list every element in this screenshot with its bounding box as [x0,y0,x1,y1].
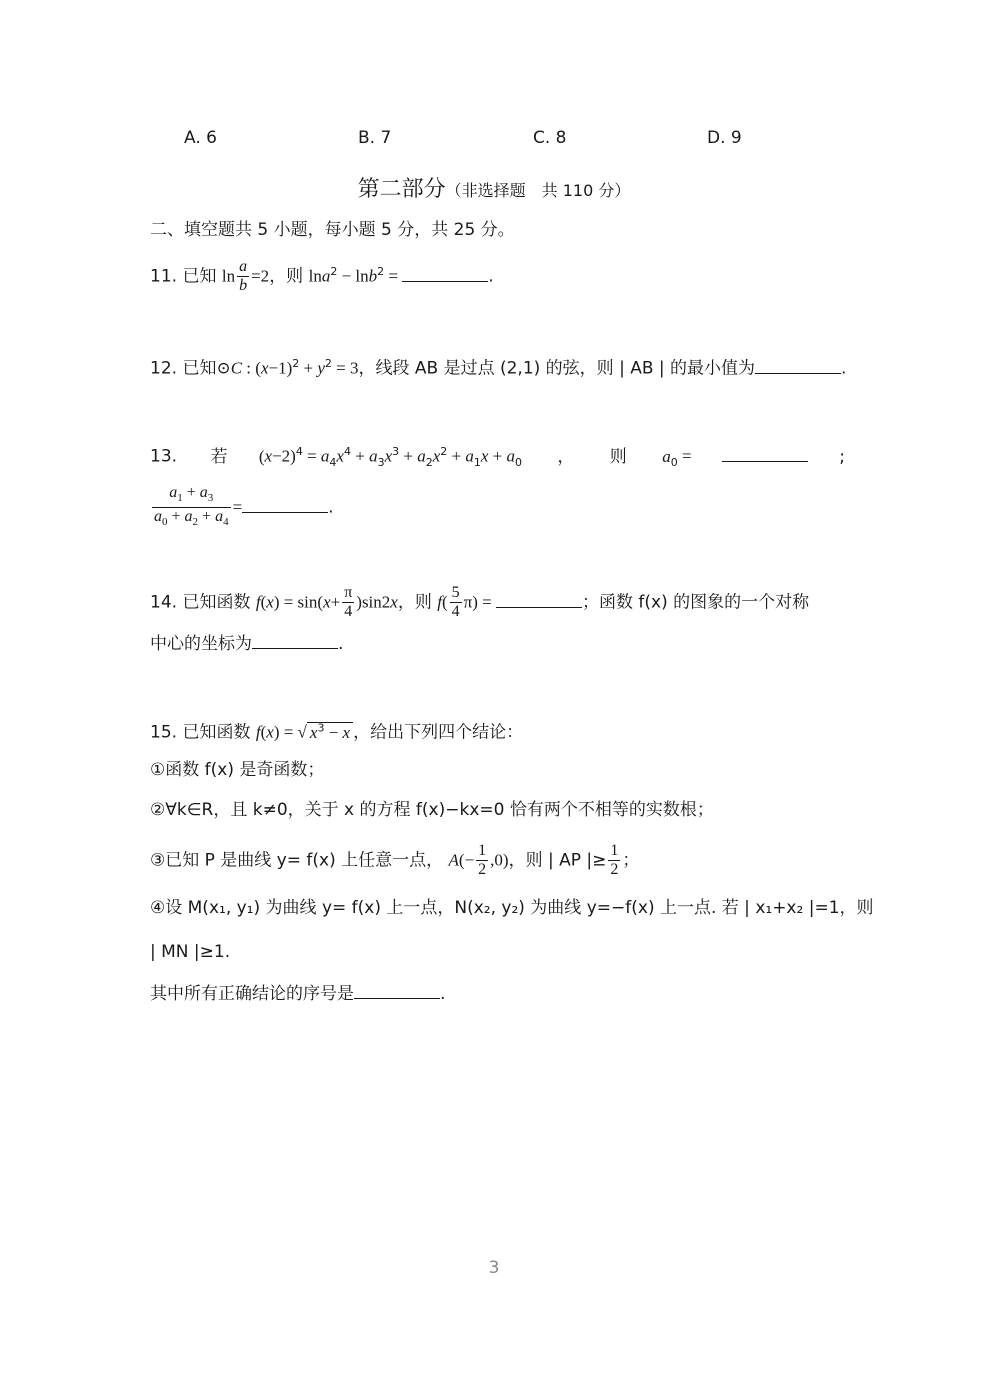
q13-number: 13. [150,446,178,467]
q15-conclusion-4-line2: | MN |≥1. [150,942,231,962]
q15-number: 15. [150,722,178,743]
q12-number: 12. [150,358,178,379]
q14-pre: 已知函数 [182,592,251,613]
q15-conclusion-1: ①函数 f(x) 是奇函数； [150,760,325,780]
page-number: 3 [488,1258,500,1278]
choice-d: D. 9 [707,128,742,148]
q15-blank [354,982,440,999]
question-11: 11. 已知 ln $\frac{a}{b}$ =2，则 lna$^2$ − lnb$^2$ = . [150,258,494,294]
q15-ending: 其中所有正确结论的序号是 . [150,984,446,1004]
q11-number: 11. [150,266,178,287]
q12-text: ，线段 AB 是过点 (2,1) 的弦，则 | AB | 的最小值为 [358,358,756,379]
q14-line2: 中心的坐标为 [150,634,252,654]
q11-mid: ，则 [269,266,304,287]
q13-then: 则 [609,446,627,467]
question-13: 13. 若 $(x-2)^4 = a_4x^4 + a_3x^3 + a_2x^2 + a_1x + a_0$ ， 则 $a_0$ = ; [150,445,845,470]
q15-conclusion-2: ②∀k∈R，且 k≠0，关于 x 的方程 f(x)−kx=0 恰有两个不相等的实数根； [150,800,714,820]
section-heading [0,172,988,203]
q15-c3a: ③已知 P 是曲线 y= f(x) 上任意一点， [150,850,444,871]
q14-blank-1 [496,591,582,608]
q12-pre: 已知 [182,358,217,379]
question-13-line2: $\frac{a_1 + a_3}{a_0 + a_2 + a_4}$ = . [150,484,334,531]
question-15: 15. 已知函数 f(x) = √ $x^3 - x$ ，给出下列四个结论： [150,721,524,743]
q15-pre: 已知函数 [182,722,251,743]
choice-b: B. 7 [358,128,392,148]
q12-blank [755,357,841,374]
question-14: 14. 已知函数 f(x) = sin(x+ $\frac{\pi}{4}$ )sin2x，则 f( $\frac{5}{4}$ π) = ；函数 f(x) 的图象的一个对称 [150,584,810,620]
q15-conclusion-3: ③已知 P 是曲线 y= f(x) 上任意一点， A(− $\frac{1}{2}$ ,0)，则 | AP |≥ $\frac{1}{2}$ ； [150,842,640,878]
q13-pre: 若 [210,446,228,467]
question-12: 12. 已知⊙C : $(x-1)^2 + y^2 = 3$，线段 AB 是过点 (2,1) 的弦，则 | AB | 的最小值为 . [150,357,847,379]
q15-tail: ，给出下列四个结论： [353,722,524,743]
q14-mid: ，则 [397,592,432,613]
q14-tail: ；函数 f(x) 的图象的一个对称 [581,592,810,613]
q13-blank-1 [722,445,808,462]
q15-c3b: ，则 | AP |≥ [508,850,607,871]
q15-end: 其中所有正确结论的序号是 [150,984,354,1004]
instruction: 二、填空题共 5 小题，每小题 5 分，共 25 分。 [150,220,515,240]
question-14-line2: 中心的坐标为 . [150,634,344,654]
choice-c: C. 8 [533,128,567,148]
q11-pre: 已知 [182,266,217,287]
q13-blank-2 [242,496,328,513]
q15-conclusion-4: ④设 M(x₁, y₁) 为曲线 y= f(x) 上一点，N(x₂, y₂) 为曲线 y=−f(x) 上一点. 若 | x₁+x₂ |=1，则 [150,898,874,918]
section-title: 第二部分 [357,177,446,202]
q13-comma: ， [557,446,575,467]
q14-blank-2 [252,632,338,649]
q14-number: 14. [150,592,178,613]
section-subtitle: （非选择题 共 110 分） [445,181,631,200]
q11-blank [402,265,488,282]
choice-a: A. 6 [184,128,217,148]
